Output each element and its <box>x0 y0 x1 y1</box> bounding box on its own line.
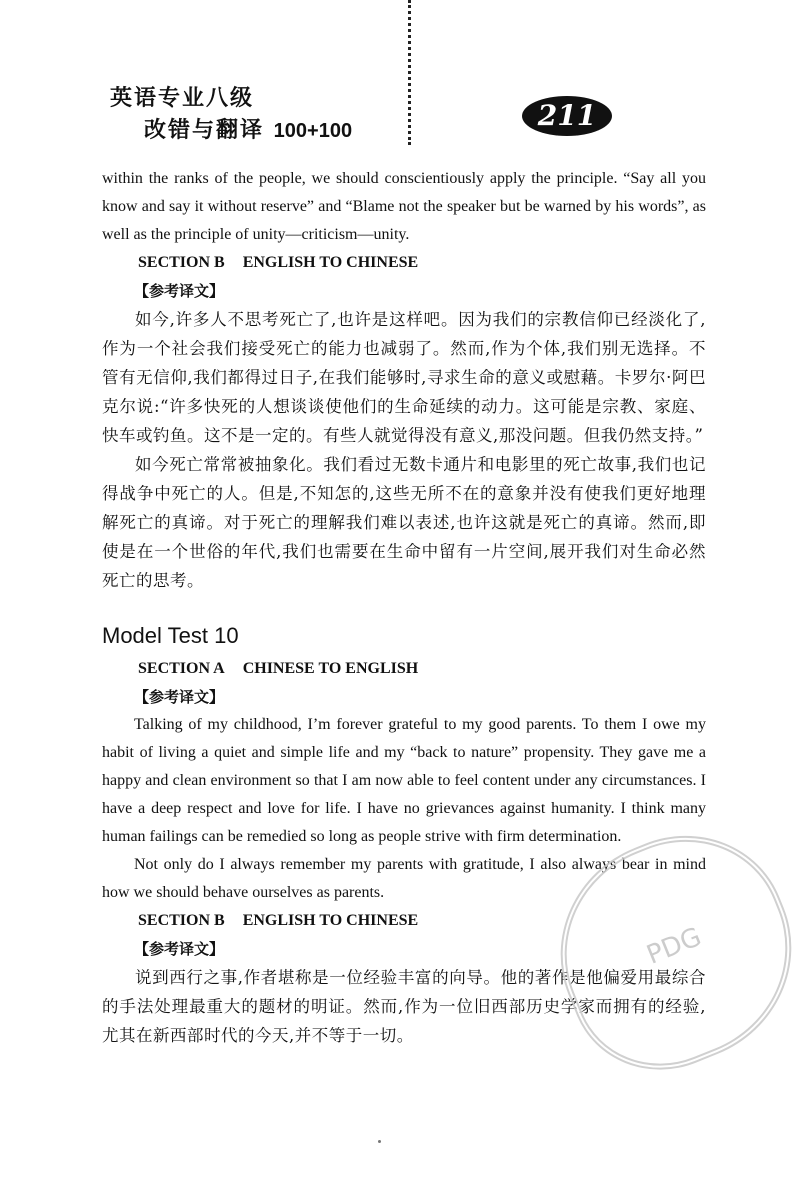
watermark-text: PDG <box>642 921 706 971</box>
paragraph-en-3: Not only do I always remember my parents with gratitude, I also always bear in mind how we should behave ourselves as parents. <box>102 856 706 901</box>
book-title <box>110 82 352 147</box>
reference-translation-label-1: 【参考译文】 <box>134 282 225 300</box>
reference-translation-label-2: 【参考译文】 <box>134 688 225 706</box>
footer-mark <box>378 1140 381 1143</box>
section-title: ENGLISH TO CHINESE <box>242 254 419 271</box>
paragraph-en-1: within the ranks of the people, we should conscientiously apply the principle. “Say all you know and say it without reserve” and “Blame not the speaker but be warned by his words”, as well as the principle of unity—criticism—unity. <box>102 170 706 243</box>
model-test-heading: Model Test 10 <box>102 623 239 648</box>
paragraph-cn-3: 说到西行之事,作者堪称是一位经验丰富的向导。他的著作是他偏爱用最综合的手法处理最重大的题材的明证。然而,作为一位旧西部历史学家而拥有的经验,尤其在新西部时代的今天,并不等于一切。 <box>102 968 706 1045</box>
section-label: SECTION A <box>138 660 225 677</box>
section-title: ENGLISH TO CHINESE <box>242 912 419 929</box>
book-title-line1: 英语专业八级 <box>110 85 255 111</box>
section-label: SECTION B <box>138 912 225 929</box>
paragraph-en-2: Talking of my childhood, I’m forever grateful to my good parents. To them I owe my habit of living a quiet and simple life and my “back to nature” propensity. They gave me a happy and clean environment so that I am now able to feel content under any circumstances. I have a deep respect and love for life. I have no grievances against humanity. I think many human failings can be remedied so long as people strive with firm determination. <box>102 716 706 845</box>
paragraph-cn-1: 如今,许多人不思考死亡了,也许是这样吧。因为我们的宗教信仰已经淡化了,作为一个社会我们接受死亡的能力也减弱了。然而,作为个体,我们别无选择。不管有无信仰,我们都得过日子,在我们能够时,寻求生命的意义或慰藉。卡罗尔·阿巴克尔说:“许多快死的人想谈谈使他们的生命延续的动力。这可能是宗教、家庭、快车或钓鱼。这不是一定的。有些人就觉得没有意义,那没问题。但我仍然支持。” <box>102 310 706 445</box>
page-number-badge: 211 <box>522 96 612 136</box>
section-heading-a <box>138 655 706 683</box>
book-title-line2 <box>144 114 352 147</box>
dotted-divider <box>408 0 411 145</box>
book-title-line2-text: 改错与翻译 <box>144 117 274 143</box>
section-label: SECTION B <box>138 254 225 271</box>
book-title-line2-number: 100+100 <box>273 120 353 142</box>
section-heading-b1 <box>138 249 706 277</box>
section-title: CHINESE TO ENGLISH <box>242 660 419 677</box>
reference-translation-label-3: 【参考译文】 <box>134 940 225 958</box>
paragraph-cn-2: 如今死亡常常被抽象化。我们看过无数卡通片和电影里的死亡故事,我们也记得战争中死亡的人。但是,不知怎的,这些无所不在的意象并没有使我们更好地理解死亡的真谛。对于死亡的理解我们难以表述,也许这就是死亡的真谛。然而,即使是在一个世俗的年代,我们也需要在生命中留有一片空间,展开我们对生命必然死亡的思考。 <box>102 455 706 590</box>
